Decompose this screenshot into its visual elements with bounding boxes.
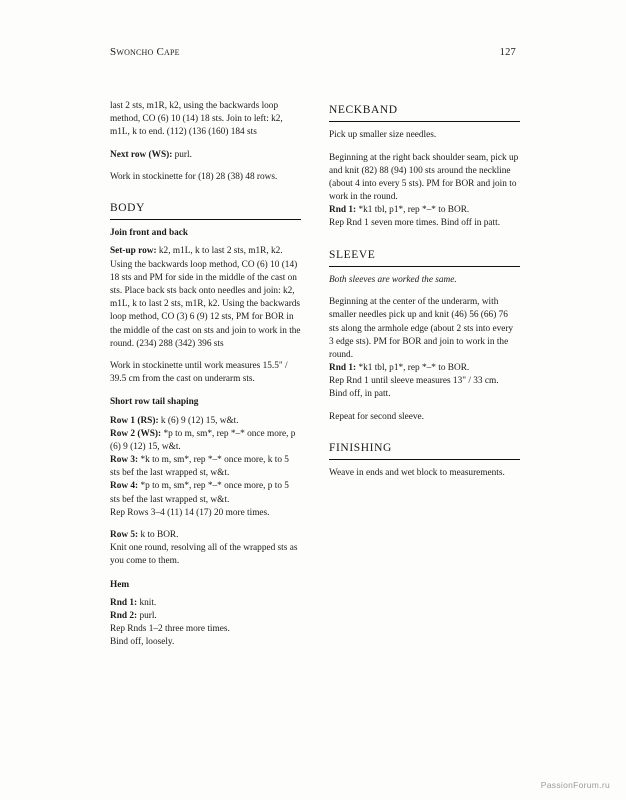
neckband-rnd-1-label: Rnd 1:: [329, 205, 357, 216]
paragraph-finishing: Weave in ends and wet block to measurements.: [329, 468, 505, 479]
neckband-rnd-1-text: *k1 tbl, p1*, rep *–* to BOR.: [356, 205, 470, 216]
row-2-label: Row 2 (WS):: [110, 428, 162, 439]
paragraph-next-row: [110, 149, 301, 162]
paragraph-sleeve-note: [329, 274, 520, 287]
row-3-text: *k to m, sm*, rep *–* once more, k to 5 sts bef the last wrapped st, w&t.: [110, 455, 289, 479]
page-header: [110, 46, 516, 58]
rnd-1-text: knit.: [137, 597, 157, 608]
left-column: [110, 100, 301, 659]
section-heading-body: BODY: [110, 200, 301, 220]
rnd-1-label: Rnd 1:: [110, 597, 138, 608]
paragraph-rnd-1: [110, 597, 301, 610]
next-row-label: Next row (WS):: [110, 149, 173, 160]
paragraph-rep-rows: Rep Rows 3–4 (11) 14 (17) 20 more times.: [110, 507, 270, 518]
page-number: 127: [499, 47, 516, 58]
row-4-label: Row 4:: [110, 481, 139, 492]
sleeve-rnd-1-label: Rnd 1:: [329, 363, 357, 374]
paragraph-work-measures: Work in stockinette until work measures 15.5" / 39.5 cm from the cast on underarm sts.: [110, 360, 288, 385]
paragraph-rep-rnds: Rep Rnds 1–2 three more times.: [110, 624, 230, 635]
sleeve-rnd-1-text: *k1 tbl, p1*, rep *–* to BOR.: [356, 363, 470, 374]
section-heading-finishing: FINISHING: [329, 440, 520, 460]
row-1-label: Row 1 (RS):: [110, 415, 159, 426]
paragraph-repeat-second-sleeve: Repeat for second sleeve.: [329, 411, 424, 422]
running-head-title: Swoncho Cape: [110, 46, 180, 58]
sleeve-note-text: Both sleeves are worked the same.: [329, 274, 457, 285]
row-5-label: Row 5:: [110, 530, 139, 541]
two-column-body: [110, 100, 520, 659]
subheading-hem: Hem: [110, 579, 130, 590]
paragraph-knit-one-round: Knit one round, resolving all of the wrapped sts as you come to them.: [110, 543, 298, 567]
paragraph-row-2: [110, 428, 301, 454]
rnd-2-label: Rnd 2:: [110, 610, 138, 621]
paragraph-row-3: [110, 454, 301, 480]
paragraph-setup-row: [110, 245, 301, 351]
row-2-text: *p to m, sm*, rep *–* once more, p (6) 9 (12) 15, w&t.: [110, 428, 296, 452]
paragraph-neckline-pickup: Beginning at the right back shoulder seam, pick up and knit (82) 88 (94) 100 sts around the neckline (about 4 into every 5 sts). PM for BOR and join to work in the round.: [329, 152, 519, 203]
paragraph-sleeve-rnd-1: [329, 362, 520, 375]
paragraph-sleeve-pickup: Beginning at the center of the underarm, with smaller needles pick up and knit (46) 56 (66) 76 sts along the armhole edge (about 2 sts into every 3 edge sts). PM for BOR and join to work in the round.: [329, 297, 514, 360]
paragraph-pick-up-needles: Pick up smaller size needles.: [329, 130, 437, 141]
subheading-short-row-tail-shaping: Short row tail shaping: [110, 397, 199, 408]
setup-row-label: Set-up row:: [110, 246, 157, 257]
paragraph-sleeve-bind-off: Bind off, in patt.: [329, 389, 391, 400]
row-5-text: k to BOR.: [138, 530, 179, 541]
next-row-text: purl.: [172, 149, 192, 160]
paragraph-rnd-2: [110, 610, 301, 623]
paragraph-stockinette-rows: Work in stockinette for (18) 28 (38) 48 rows.: [110, 171, 278, 182]
paragraph-row-4: [110, 480, 301, 506]
setup-row-text: k2, m1L, k to last 2 sts, m1R, k2. Using the backwards loop method, CO (6) 10 (14) 18 sts and PM for side in the middle of the cast on sts. Place back sts back onto needles and join: k2, m1L, k to last 2 sts, m1R, k2. Using the backwards loop method, CO (3) 6 (9) 12 sts, PM for BOR in the middle of the cast on sts and join to work in the round. (234) 288 (342) 396 sts: [110, 246, 301, 349]
section-heading-sleeve: SLEEVE: [329, 247, 520, 267]
paragraph-bind-off: Bind off, loosely.: [110, 637, 175, 648]
paragraph-row-5: [110, 529, 301, 542]
paragraph-neckband-rep: Rep Rnd 1 seven more times. Bind off in patt.: [329, 218, 501, 229]
row-4-text: *p to m, sm*, rep *–* once more, p to 5 sts bef the last wrapped st, w&t.: [110, 481, 289, 505]
paragraph-cast-on: last 2 sts, m1R, k2, using the backwards loop method, CO (6) 10 (14) 18 sts. Join to left: k2, m1L, k to end. (112) (136 (160) 184 sts: [110, 101, 283, 138]
watermark: PassionForum.ru: [540, 780, 610, 790]
row-3-label: Row 3:: [110, 455, 139, 466]
rnd-2-text: purl.: [137, 610, 157, 621]
subheading-join-front-back: Join front and back: [110, 228, 189, 239]
row-1-text: k (6) 9 (12) 15, w&t.: [158, 415, 239, 426]
paragraph-row-1: [110, 415, 301, 428]
section-heading-neckband: NECKBAND: [329, 102, 520, 122]
right-column: [329, 100, 520, 659]
paragraph-neckband-rnd-1: [329, 204, 520, 217]
paragraph-sleeve-rep: Rep Rnd 1 until sleeve measures 13" / 33 cm.: [329, 376, 499, 387]
